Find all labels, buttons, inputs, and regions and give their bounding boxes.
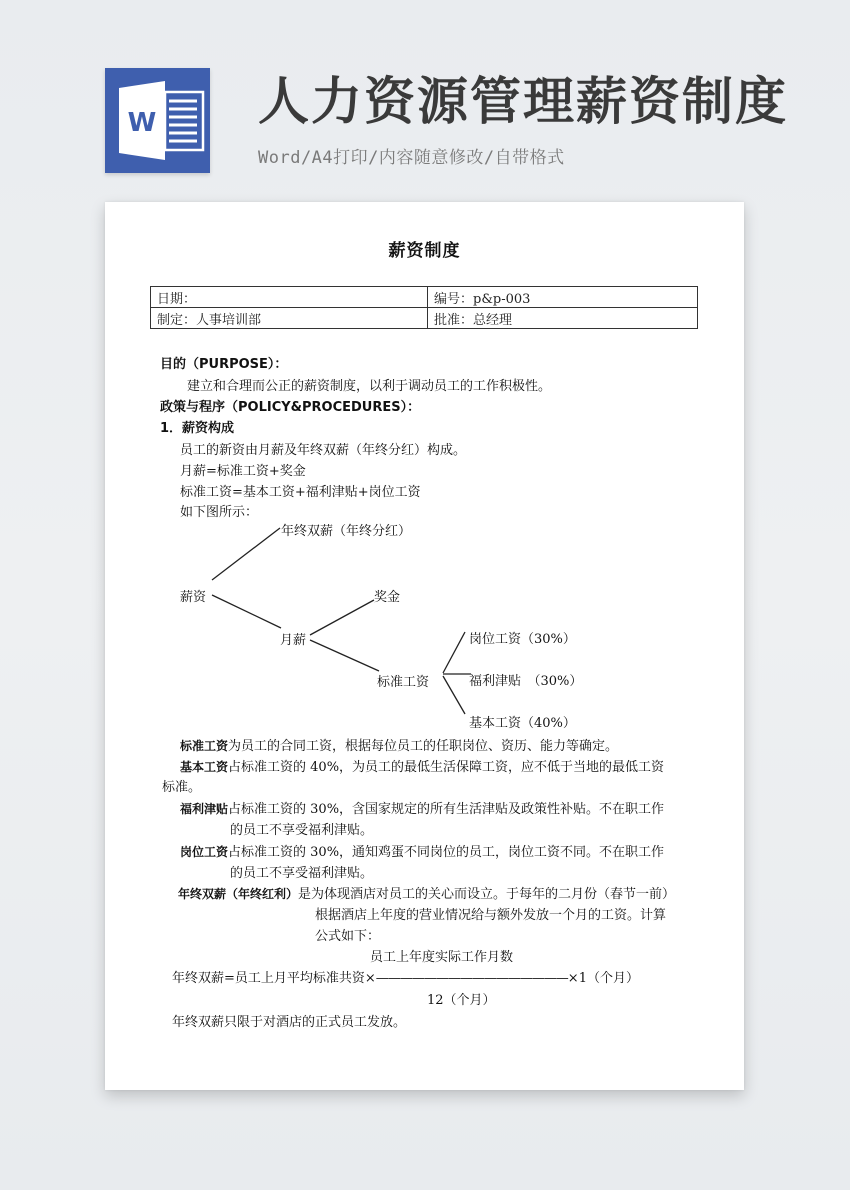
definition-continuation: 标准。 (162, 780, 202, 795)
node-year-end-bonus: 年终双薪（年终分红） (281, 524, 412, 539)
definition-position-salary (180, 841, 664, 860)
banner-title: 人力资源管理薪资制度 (258, 73, 789, 132)
closing-text: 年终双薪只限于对酒店的正式员工发放。 (172, 1015, 407, 1030)
formula-numerator: 员工上年度实际工作月数 (370, 950, 514, 965)
definition-text: 是为体现酒店对员工的关心而设立。于每年的二月份（春节一前） (298, 887, 676, 902)
definition-standard-salary (180, 735, 618, 754)
policy-heading: 政策与程序（POLICY&PROCEDURES）： (160, 400, 421, 415)
table-row (151, 308, 698, 329)
section1-line: 月薪=标准工资+奖金 (180, 464, 306, 479)
definition-text: 占标准工资的 30%，通知鸡蛋不同岗位的员工，岗位工资不同。不在职工作 (228, 845, 665, 860)
meta-author-cell: 制定：人事培训部 (151, 308, 428, 329)
formula-fraction-bar: ———————————————— (375, 971, 568, 986)
section1-line: 标准工资=基本工资+福利津贴+岗位工资 (180, 485, 421, 500)
meta-approver-cell: 批准：总经理 (428, 308, 698, 329)
diagram-connector-lines (165, 512, 685, 732)
formula-line (172, 967, 639, 986)
definition-term: 福利津贴 (180, 802, 229, 816)
formula-denominator: 12（个月） (427, 993, 496, 1008)
definition-term: 年终双薪（年终红利） (178, 887, 299, 901)
formula-left: 年终双薪=员工上月平均标准共资× (172, 971, 376, 986)
node-monthly-salary: 月薪 (280, 633, 307, 648)
section1-heading: 1．薪资构成 (160, 421, 235, 436)
definition-continuation: 的员工不享受福利津贴。 (230, 866, 374, 881)
banner-subtitle: Word/A4打印/内容随意修改/自带格式 (258, 148, 565, 168)
svg-text:W: W (127, 108, 157, 138)
definition-welfare-allowance (180, 798, 664, 817)
salary-structure-diagram (165, 512, 685, 732)
document-page (105, 202, 744, 1090)
definition-term: 标准工资 (180, 739, 229, 753)
node-bonus: 奖金 (374, 590, 401, 605)
table-row (151, 287, 698, 308)
node-standard-salary: 标准工资 (377, 675, 430, 690)
section1-line: 员工的新资由月薪及年终双薪（年终分红）构成。 (180, 443, 467, 458)
node-welfare-allowance: 福利津贴 （30%） (469, 674, 583, 689)
purpose-text: 建立和合理而公正的薪资制度，以利于调动员工的工作积极性。 (187, 379, 552, 394)
definition-text: 为员工的合同工资，根据每位员工的任职岗位、资历、能力等确定。 (228, 739, 619, 754)
word-document-icon (105, 68, 210, 173)
definition-continuation: 公式如下： (315, 929, 381, 944)
meta-table (150, 286, 698, 329)
banner (0, 0, 850, 200)
formula-right: ×1（个月） (567, 971, 639, 986)
node-position-salary: 岗位工资（30%） (469, 632, 576, 647)
document-title: 薪资制度 (388, 241, 461, 260)
definition-continuation: 根据酒店上年度的营业情况给与额外发放一个月的工资。计算 (315, 908, 667, 923)
node-basic-salary: 基本工资（40%） (469, 716, 576, 731)
definition-text: 占标准工资的 40%，为员工的最低生活保障工资，应不低于当地的最低工资 (228, 760, 665, 775)
definition-term: 基本工资 (180, 760, 229, 774)
meta-date-cell: 日期： (151, 287, 428, 308)
purpose-heading: 目的（PURPOSE）： (160, 357, 288, 372)
definition-continuation: 的员工不享受福利津贴。 (230, 823, 374, 838)
definition-basic-salary (180, 756, 664, 775)
definition-year-end-bonus (178, 883, 675, 902)
definition-text: 占标准工资的 30%，含国家规定的所有生活津贴及政策性补贴。不在职工作 (228, 802, 665, 817)
definition-term: 岗位工资 (180, 845, 229, 859)
meta-number-cell: 编号：p&p-003 (428, 287, 698, 308)
node-salary: 薪资 (180, 590, 207, 605)
section1-line: 如下图所示： (180, 505, 259, 520)
